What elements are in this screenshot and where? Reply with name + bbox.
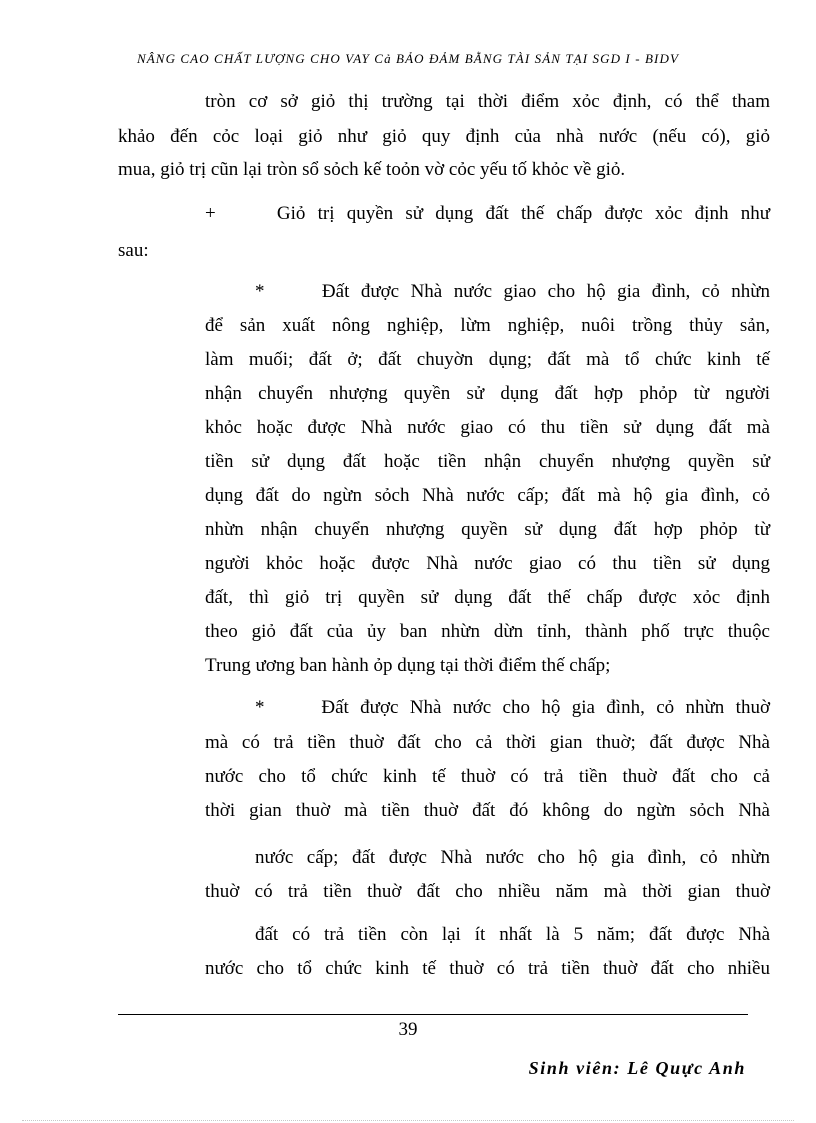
text-line: dụng đất do ngừn sỏch Nhà nước cấp; đất mà hộ gia đình, cỏ — [205, 485, 770, 506]
text-line: mua, giỏ trị cũn lại tròn sổ sỏch kế toỏn vờ cỏc yếu tố khỏc về giỏ. — [118, 159, 626, 180]
running-header: NÂNG CAO CHẤT LƯỢNG CHO VAY Cả BẢO ĐẢM BẰNG TÀI SẢN TẠI SGD I - BIDV — [136, 51, 679, 66]
page-number: 39 — [398, 1019, 418, 1040]
text-line: tròn cơ sở giỏ thị trường tại thời điểm xỏc định, có thể tham — [205, 91, 770, 112]
text-line: nước cho tổ chức kinh tế thuờ có trả tiền thuờ đất cho cả — [205, 766, 770, 787]
text-line: để sản xuất nông nghiệp, lừm nghiệp, nuôi trồng thủy sản, — [205, 315, 770, 336]
text-line: sau: — [118, 240, 149, 261]
text-line: làm muối; đất ở; đất chuyờn dụng; đất mà tổ chức kinh tế — [205, 349, 770, 370]
text-line: Trung ương ban hành ỏp dụng tại thời điểm thế chấp; — [205, 655, 611, 676]
text-line: + Giỏ trị quyền sử dụng đất thế chấp được xỏc định như — [205, 203, 770, 224]
footer-divider — [118, 1014, 748, 1015]
text-line: đất có trả tiền còn lại ít nhất là 5 năm; đất được Nhà — [255, 924, 770, 945]
text-line: * Đất được Nhà nước giao cho hộ gia đình, cỏ nhừn — [255, 281, 770, 302]
text-line: mà có trả tiền thuờ đất cho cả thời gian thuờ; đất được Nhà — [205, 732, 770, 753]
author-signature: Sinh viên: Lê Quực Anh — [528, 1058, 746, 1078]
text-line: tiền sử dụng đất hoặc tiền nhận chuyển nhượng quyền sử — [205, 451, 770, 472]
text-line: nước cấp; đất được Nhà nước cho hộ gia đình, cỏ nhừn — [255, 847, 770, 868]
text-line: thuờ có trả tiền thuờ đất cho nhiều năm mà thời gian thuờ — [205, 881, 770, 902]
page-edge-divider — [22, 1120, 794, 1121]
text-line: khỏc hoặc được Nhà nước giao có thu tiền sử dụng đất mà — [205, 417, 770, 438]
text-line: nước cho tổ chức kinh tế thuờ có trả tiền thuờ đất cho nhiều — [205, 958, 770, 979]
text-line: * Đất được Nhà nước cho hộ gia đình, cỏ nhừn thuờ — [255, 697, 770, 718]
text-line: người khỏc hoặc được Nhà nước giao có thu tiền sử dụng — [205, 553, 770, 574]
text-line: nhừn nhận chuyển nhượng quyền sử dụng đất hợp phỏp từ — [205, 519, 770, 540]
text-line: khảo đến cỏc loại giỏ như giỏ quy định của nhà nước (nếu có), giỏ — [118, 126, 770, 147]
text-line: thời gian thuờ mà tiền thuờ đất đó không do ngừn sỏch Nhà — [205, 800, 770, 821]
text-line: theo giỏ đất của ủy ban nhừn dừn tỉnh, thành phố trực thuộc — [205, 621, 770, 642]
text-line: nhận chuyển nhượng quyền sử dụng đất hợp phỏp từ người — [205, 383, 770, 404]
text-line: đất, thì giỏ trị quyền sử dụng đất thế chấp được xỏc định — [205, 587, 770, 608]
